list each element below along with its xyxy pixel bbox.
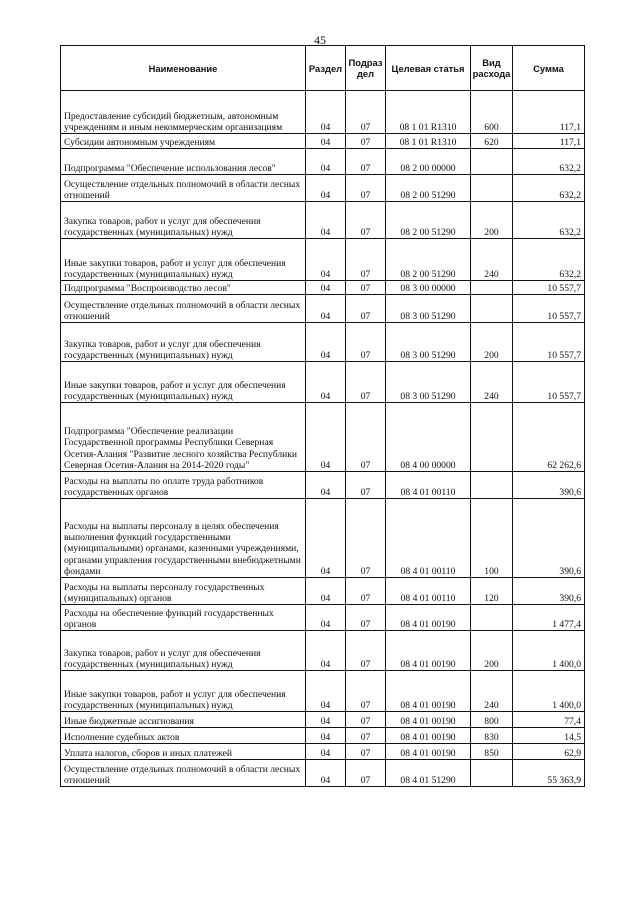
cell-subsection: 07: [346, 499, 386, 578]
cell-name: Осуществление отдельных полномочий в области лесных отношений: [61, 295, 306, 323]
cell-expense-type: 850: [471, 744, 513, 760]
cell-expense-type: 800: [471, 712, 513, 728]
cell-name: Подпрограмма "Воспроизводство лесов": [61, 281, 306, 295]
cell-subsection: 07: [346, 605, 386, 631]
cell-section: 04: [306, 631, 346, 671]
cell-section: 04: [306, 362, 346, 403]
cell-subsection: 07: [346, 712, 386, 728]
cell-expense-type: 240: [471, 362, 513, 403]
table-row: [61, 472, 585, 499]
cell-section: 04: [306, 295, 346, 323]
cell-name: Расходы на выплаты персоналу в целях обеспечения выполнения функций государственными (муниципальными) органами, казенными учреждениями, органами управления государственными внебюджетными фондами: [61, 499, 306, 578]
table-row: [61, 202, 585, 239]
cell-amount: 117,1: [513, 91, 585, 134]
cell-expense-type: 200: [471, 202, 513, 239]
column-header-amount: Сумма: [513, 46, 585, 91]
table-row: [61, 728, 585, 744]
cell-amount: 632,2: [513, 239, 585, 281]
cell-amount: 1 400,0: [513, 671, 585, 712]
cell-target: 08 1 01 R1310: [386, 91, 471, 134]
table-row: [61, 134, 585, 149]
cell-subsection: 07: [346, 239, 386, 281]
table-row: [61, 499, 585, 578]
cell-amount: 10 557,7: [513, 281, 585, 295]
cell-target: 08 3 00 51290: [386, 362, 471, 403]
cell-section: 04: [306, 281, 346, 295]
cell-section: 04: [306, 744, 346, 760]
table-row: [61, 323, 585, 362]
cell-subsection: 07: [346, 134, 386, 149]
cell-target: 08 2 00 51290: [386, 202, 471, 239]
page-number: 45: [314, 33, 326, 47]
cell-subsection: 07: [346, 578, 386, 605]
cell-amount: 632,2: [513, 202, 585, 239]
cell-expense-type: [471, 403, 513, 472]
cell-amount: 390,6: [513, 472, 585, 499]
table-row: [61, 760, 585, 787]
cell-expense-type: 240: [471, 671, 513, 712]
table-row: [61, 295, 585, 323]
table-row: [61, 91, 585, 134]
cell-name: Иные бюджетные ассигнования: [61, 712, 306, 728]
cell-amount: 632,2: [513, 149, 585, 175]
cell-subsection: 07: [346, 403, 386, 472]
cell-name: Иные закупки товаров, работ и услуг для обеспечения государственных (муниципальных) нужд: [61, 362, 306, 403]
table-row: [61, 239, 585, 281]
cell-expense-type: [471, 175, 513, 202]
cell-amount: 10 557,7: [513, 362, 585, 403]
cell-subsection: 07: [346, 362, 386, 403]
cell-amount: 62,9: [513, 744, 585, 760]
cell-target: 08 4 00 00000: [386, 403, 471, 472]
cell-name: Подпрограмма "Обеспечение использования лесов": [61, 149, 306, 175]
cell-name: Субсидии автономным учреждениям: [61, 134, 306, 149]
cell-target: 08 4 01 00110: [386, 578, 471, 605]
cell-amount: 1 477,4: [513, 605, 585, 631]
cell-section: 04: [306, 728, 346, 744]
cell-target: 08 2 00 51290: [386, 175, 471, 202]
cell-expense-type: 620: [471, 134, 513, 149]
cell-section: 04: [306, 578, 346, 605]
cell-subsection: 07: [346, 91, 386, 134]
cell-subsection: 07: [346, 472, 386, 499]
cell-subsection: 07: [346, 175, 386, 202]
cell-amount: 390,6: [513, 499, 585, 578]
cell-section: 04: [306, 760, 346, 787]
cell-expense-type: 200: [471, 631, 513, 671]
cell-target: 08 4 01 00110: [386, 472, 471, 499]
table-row: [61, 712, 585, 728]
cell-expense-type: 200: [471, 323, 513, 362]
cell-subsection: 07: [346, 631, 386, 671]
cell-name: Подпрограмма "Обеспечение реализации Государственной программы Республики Северная Осетия-Алания "Развитие лесного хозяйства Республики Северная Осетия-Алания на 2014-2020 годы": [61, 403, 306, 472]
table-row: [61, 744, 585, 760]
cell-amount: 77,4: [513, 712, 585, 728]
cell-target: 08 3 00 51290: [386, 323, 471, 362]
cell-subsection: 07: [346, 744, 386, 760]
cell-name: Иные закупки товаров, работ и услуг для обеспечения государственных (муниципальных) нужд: [61, 671, 306, 712]
cell-target: 08 1 01 R1310: [386, 134, 471, 149]
cell-target: 08 4 01 51290: [386, 760, 471, 787]
cell-section: 04: [306, 403, 346, 472]
cell-subsection: 07: [346, 323, 386, 362]
cell-target: 08 3 00 51290: [386, 295, 471, 323]
cell-target: 08 4 01 00190: [386, 728, 471, 744]
table-row: [61, 631, 585, 671]
cell-name: Расходы на выплаты по оплате труда работников государственных органов: [61, 472, 306, 499]
cell-amount: 117,1: [513, 134, 585, 149]
cell-section: 04: [306, 605, 346, 631]
cell-amount: 10 557,7: [513, 295, 585, 323]
cell-expense-type: 600: [471, 91, 513, 134]
cell-name: Осуществление отдельных полномочий в области лесных отношений: [61, 760, 306, 787]
cell-expense-type: 100: [471, 499, 513, 578]
cell-target: 08 4 01 00110: [386, 499, 471, 578]
cell-section: 04: [306, 472, 346, 499]
cell-expense-type: 120: [471, 578, 513, 605]
cell-target: 08 4 01 00190: [386, 631, 471, 671]
cell-section: 04: [306, 202, 346, 239]
cell-section: 04: [306, 91, 346, 134]
cell-name: Закупка товаров, работ и услуг для обеспечения государственных (муниципальных) нужд: [61, 631, 306, 671]
table-row: [61, 362, 585, 403]
cell-section: 04: [306, 239, 346, 281]
table-row: [61, 149, 585, 175]
cell-section: 04: [306, 323, 346, 362]
cell-expense-type: [471, 472, 513, 499]
table-row: [61, 671, 585, 712]
cell-section: 04: [306, 499, 346, 578]
cell-target: 08 2 00 51290: [386, 239, 471, 281]
table-row: [61, 403, 585, 472]
table-header-row: [61, 46, 585, 91]
cell-subsection: 07: [346, 295, 386, 323]
table-row: [61, 281, 585, 295]
cell-subsection: 07: [346, 728, 386, 744]
cell-name: Расходы на обеспечение функций государственных органов: [61, 605, 306, 631]
cell-expense-type: 830: [471, 728, 513, 744]
cell-amount: 55 363,9: [513, 760, 585, 787]
cell-name: Уплата налогов, сборов и иных платежей: [61, 744, 306, 760]
cell-section: 04: [306, 712, 346, 728]
cell-amount: 632,2: [513, 175, 585, 202]
table-row: [61, 175, 585, 202]
cell-subsection: 07: [346, 202, 386, 239]
cell-expense-type: [471, 295, 513, 323]
cell-subsection: 07: [346, 671, 386, 712]
cell-section: 04: [306, 175, 346, 202]
cell-target: 08 2 00 00000: [386, 149, 471, 175]
cell-name: Закупка товаров, работ и услуг для обеспечения государственных (муниципальных) нужд: [61, 202, 306, 239]
cell-expense-type: 240: [471, 239, 513, 281]
cell-amount: 14,5: [513, 728, 585, 744]
cell-section: 04: [306, 671, 346, 712]
cell-section: 04: [306, 149, 346, 175]
cell-expense-type: [471, 760, 513, 787]
table-row: [61, 605, 585, 631]
cell-name: Предоставление субсидий бюджетным, автономным учреждениям и иным некоммерческим организациям: [61, 91, 306, 134]
column-header-subsection: Подраз дел: [346, 46, 386, 91]
column-header-name: Наименование: [61, 46, 306, 91]
cell-amount: 10 557,7: [513, 323, 585, 362]
column-header-target: Целевая статья: [386, 46, 471, 91]
cell-amount: 390,6: [513, 578, 585, 605]
cell-name: Иные закупки товаров, работ и услуг для обеспечения государственных (муниципальных) нужд: [61, 239, 306, 281]
cell-target: 08 4 01 00190: [386, 712, 471, 728]
cell-amount: 62 262,6: [513, 403, 585, 472]
cell-target: 08 3 00 00000: [386, 281, 471, 295]
cell-expense-type: [471, 281, 513, 295]
column-header-section: Раздел: [306, 46, 346, 91]
cell-name: Осуществление отдельных полномочий в области лесных отношений: [61, 175, 306, 202]
cell-target: 08 4 01 00190: [386, 744, 471, 760]
cell-expense-type: [471, 605, 513, 631]
cell-subsection: 07: [346, 760, 386, 787]
cell-target: 08 4 01 00190: [386, 605, 471, 631]
cell-subsection: 07: [346, 281, 386, 295]
cell-expense-type: [471, 149, 513, 175]
cell-name: Исполнение судебных актов: [61, 728, 306, 744]
column-header-expense-type: Вид расхода: [471, 46, 513, 91]
budget-table: [60, 45, 585, 787]
cell-section: 04: [306, 134, 346, 149]
cell-target: 08 4 01 00190: [386, 671, 471, 712]
cell-name: Закупка товаров, работ и услуг для обеспечения государственных (муниципальных) нужд: [61, 323, 306, 362]
cell-name: Расходы на выплаты персоналу государственных (муниципальных) органов: [61, 578, 306, 605]
cell-subsection: 07: [346, 149, 386, 175]
table-row: [61, 578, 585, 605]
cell-amount: 1 400,0: [513, 631, 585, 671]
